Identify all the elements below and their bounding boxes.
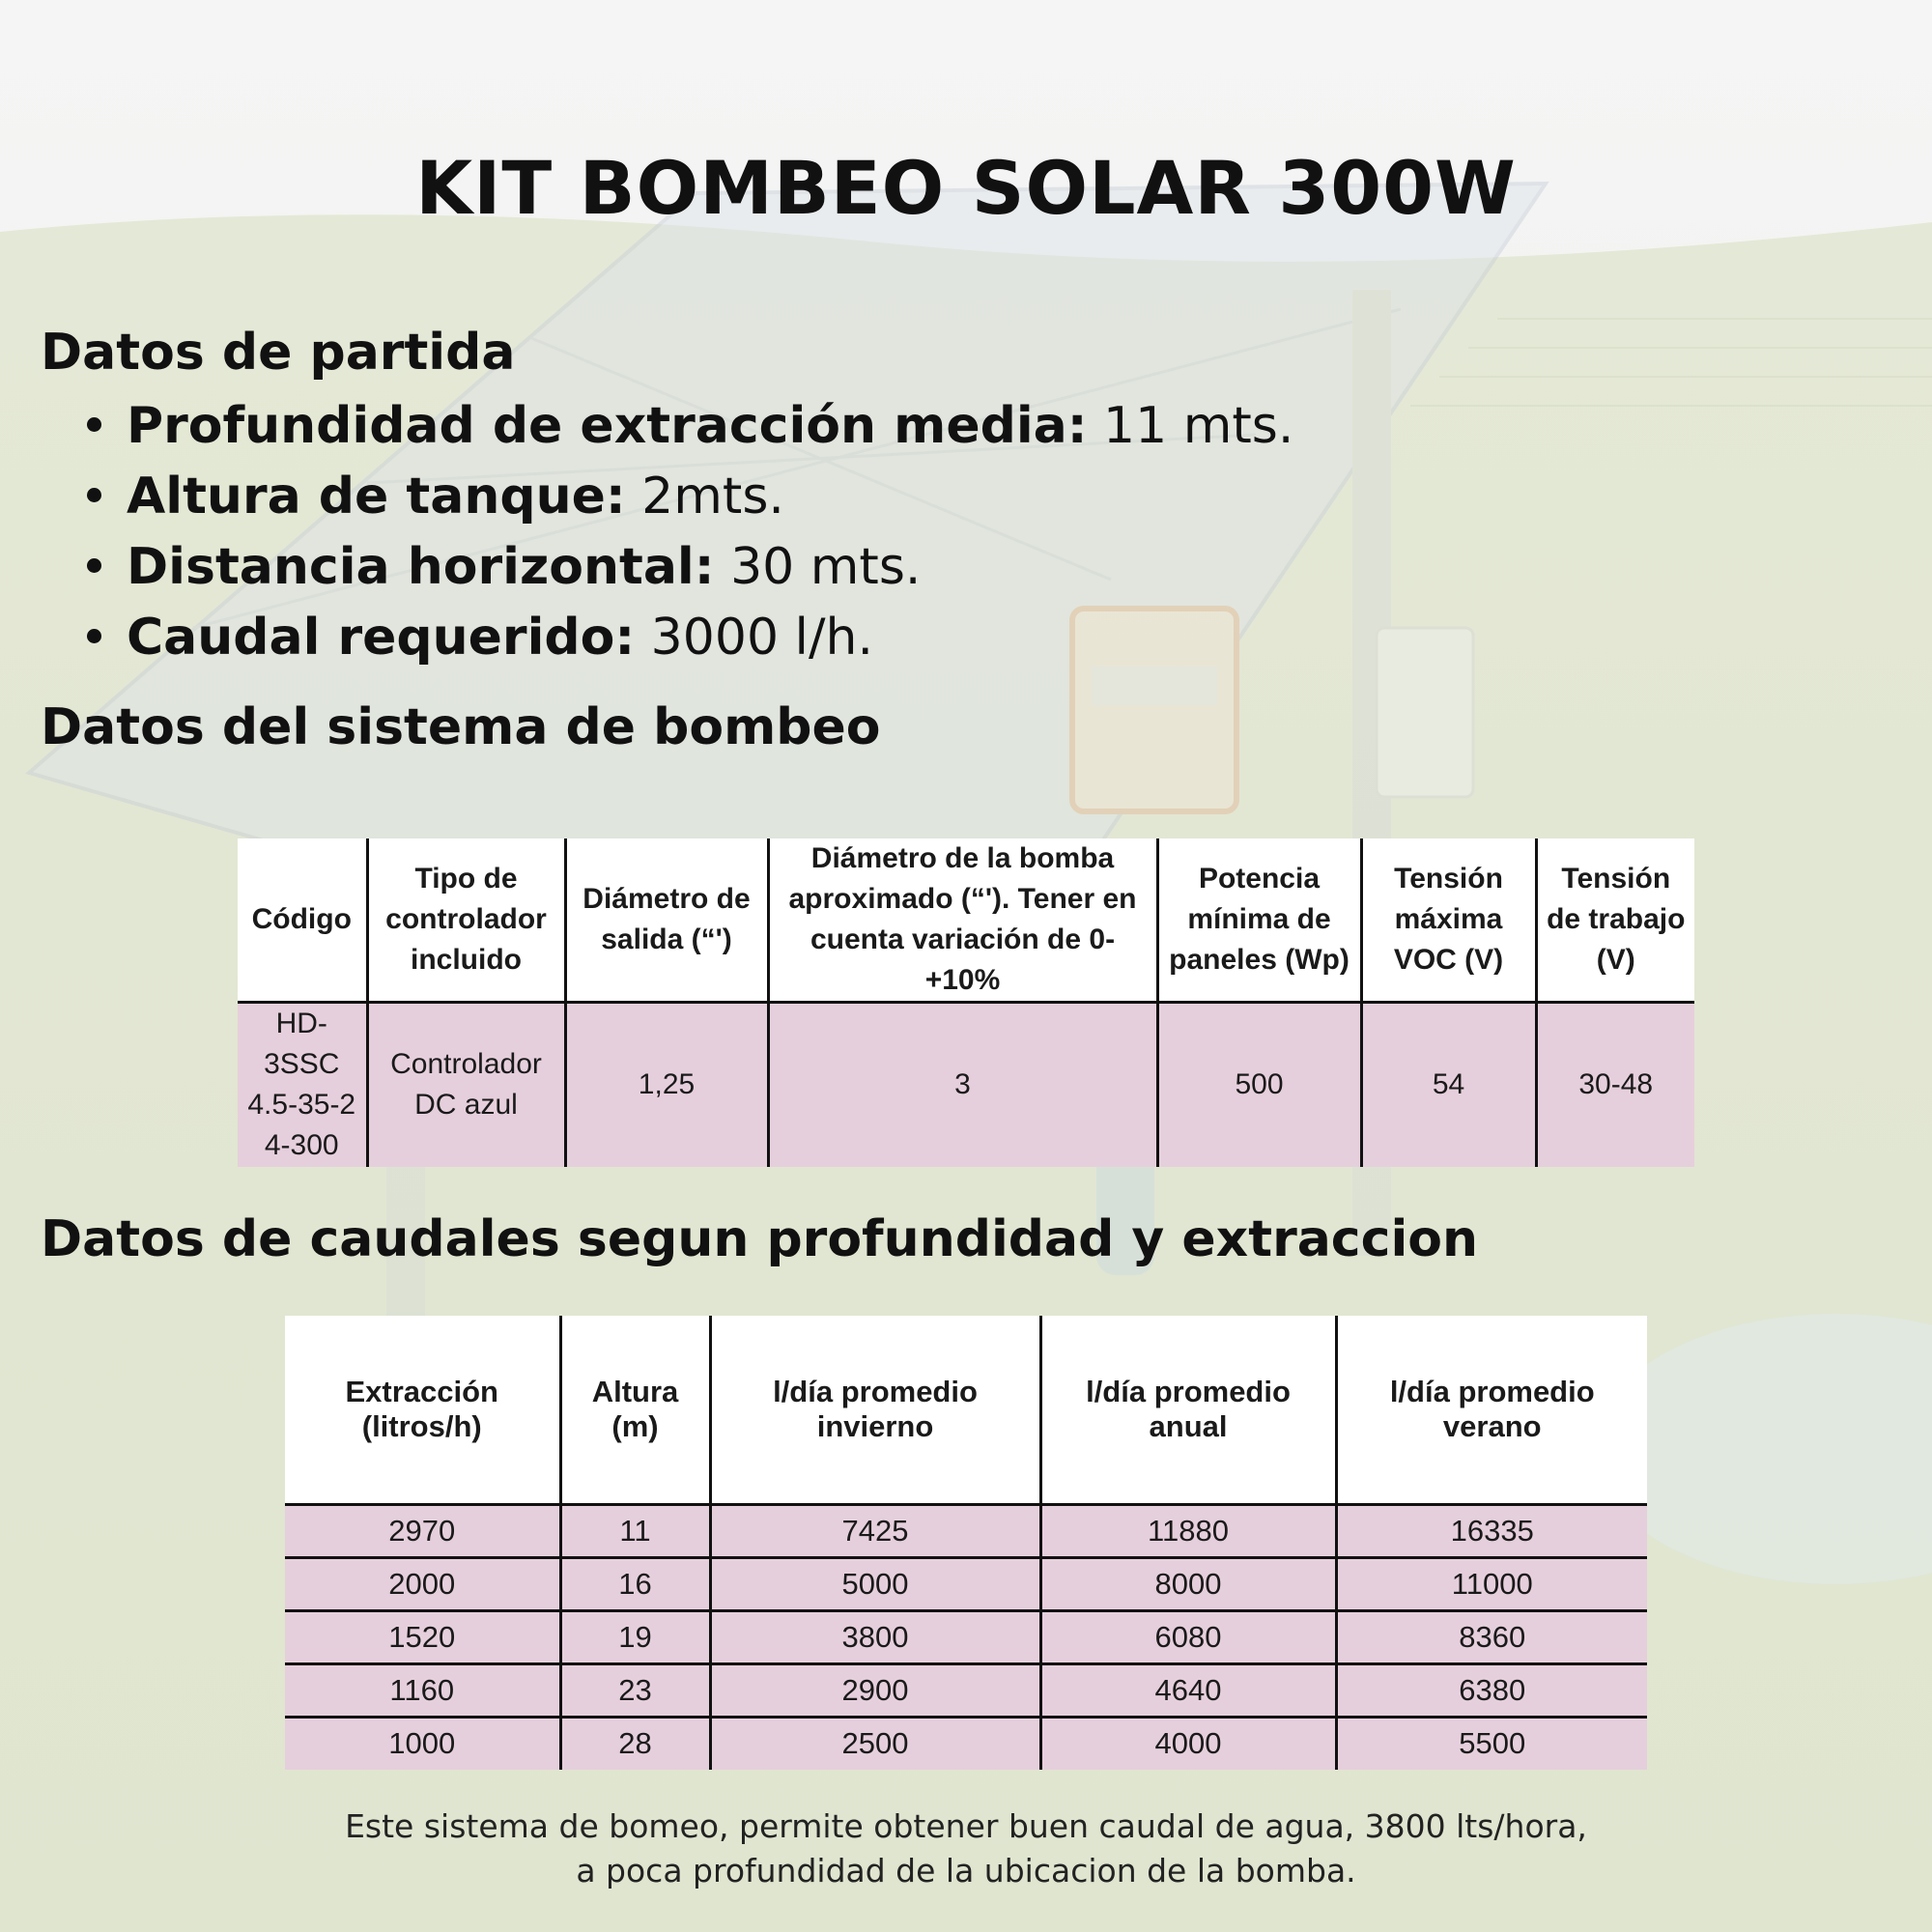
table-cell: 11 bbox=[560, 1504, 710, 1557]
table-cell: Controlador DC azul bbox=[367, 1003, 565, 1167]
table-header-cell: Tipo de controlador incluido bbox=[367, 838, 565, 1003]
table-header-cell: Tensión de trabajo (V) bbox=[1536, 838, 1694, 1003]
footnote-line-2: a poca profundidad de la ubicacion de la bomba. bbox=[576, 1852, 1356, 1889]
table-cell: 2000 bbox=[285, 1557, 560, 1610]
table-cell: 2500 bbox=[710, 1717, 1040, 1770]
table-cell: 4640 bbox=[1040, 1663, 1336, 1717]
page-title: KIT BOMBEO SOLAR 300W bbox=[415, 145, 1517, 231]
table-cell: 6080 bbox=[1040, 1610, 1336, 1663]
table-cell: 4000 bbox=[1040, 1717, 1336, 1770]
table-cell: 1000 bbox=[285, 1717, 560, 1770]
table-header-cell: l/día promedio anual bbox=[1040, 1316, 1336, 1504]
table-cell: 500 bbox=[1157, 1003, 1361, 1167]
table-cell: 1160 bbox=[285, 1663, 560, 1717]
bullet-icon bbox=[87, 558, 101, 573]
table-cell: 2970 bbox=[285, 1504, 560, 1557]
table-header-cell: l/día promedio verano bbox=[1336, 1316, 1647, 1504]
table-header-row bbox=[238, 838, 1694, 1003]
table-cell: 2900 bbox=[710, 1663, 1040, 1717]
flow-data-table bbox=[285, 1316, 1647, 1770]
section-heading-sistema-bombeo: Datos del sistema de bombeo bbox=[41, 698, 881, 756]
table-header-row bbox=[285, 1316, 1647, 1504]
table-cell: 11000 bbox=[1336, 1557, 1647, 1610]
table-row bbox=[285, 1557, 1647, 1610]
table-header-cell: Tensión máxima VOC (V) bbox=[1361, 838, 1536, 1003]
table-cell: 23 bbox=[560, 1663, 710, 1717]
table-cell: 54 bbox=[1361, 1003, 1536, 1167]
footnote bbox=[0, 1804, 1932, 1893]
table-header-cell: Diámetro de salida (“') bbox=[565, 838, 768, 1003]
table-cell: 19 bbox=[560, 1610, 710, 1663]
table-cell: 6380 bbox=[1336, 1663, 1647, 1717]
table-row bbox=[285, 1717, 1647, 1770]
table-cell: 16335 bbox=[1336, 1504, 1647, 1557]
table-header-cell: Extracción (litros/h) bbox=[345, 1374, 498, 1443]
table-cell: 1520 bbox=[285, 1610, 560, 1663]
table-cell: 16 bbox=[560, 1557, 710, 1610]
list-item: Altura de tanque: 2mts. bbox=[77, 462, 1293, 532]
bullet-icon bbox=[87, 488, 101, 502]
table-cell: 1,25 bbox=[565, 1003, 768, 1167]
table-row bbox=[285, 1663, 1647, 1717]
table-cell: 3800 bbox=[710, 1610, 1040, 1663]
table-header-cell: Código bbox=[251, 903, 352, 935]
section-heading-caudales: Datos de caudales segun profundidad y extraccion bbox=[41, 1210, 1479, 1268]
table-cell: 28 bbox=[560, 1717, 710, 1770]
section-heading-datos-partida: Datos de partida bbox=[41, 324, 516, 382]
table-cell: 8360 bbox=[1336, 1610, 1647, 1663]
table-cell: 5500 bbox=[1336, 1717, 1647, 1770]
table-header-cell: Altura (m) bbox=[560, 1316, 710, 1504]
table-cell: 8000 bbox=[1040, 1557, 1336, 1610]
table-cell: 30-48 bbox=[1536, 1003, 1694, 1167]
table-cell: 3 bbox=[768, 1003, 1157, 1167]
table-cell: HD-3SSC 4.5-35-2 4-300 bbox=[238, 1003, 367, 1167]
bullet-icon bbox=[87, 629, 101, 643]
table-row bbox=[285, 1610, 1647, 1663]
table-row bbox=[285, 1504, 1647, 1557]
table-header-cell: Potencia mínima de paneles (Wp) bbox=[1157, 838, 1361, 1003]
table-cell: 11880 bbox=[1040, 1504, 1336, 1557]
footnote-line-1: Este sistema de bomeo, permite obtener buen caudal de agua, 3800 lts/hora, bbox=[345, 1807, 1587, 1845]
list-item: Profundidad de extracción media: 11 mts. bbox=[77, 391, 1293, 462]
table-header-cell: l/día promedio invierno bbox=[710, 1316, 1040, 1504]
table-cell: 5000 bbox=[710, 1557, 1040, 1610]
starting-data-list bbox=[77, 391, 1293, 673]
table-cell: 7425 bbox=[710, 1504, 1040, 1557]
pump-system-table bbox=[238, 838, 1694, 1167]
table-row bbox=[238, 1003, 1694, 1167]
bullet-icon bbox=[87, 417, 101, 432]
list-item: Caudal requerido: 3000 l/h. bbox=[77, 603, 1293, 673]
table-header-cell: Diámetro de la bomba aproximado (“'). Tener en cuenta variación de 0-+10% bbox=[768, 838, 1157, 1003]
list-item: Distancia horizontal: 30 mts. bbox=[77, 532, 1293, 603]
